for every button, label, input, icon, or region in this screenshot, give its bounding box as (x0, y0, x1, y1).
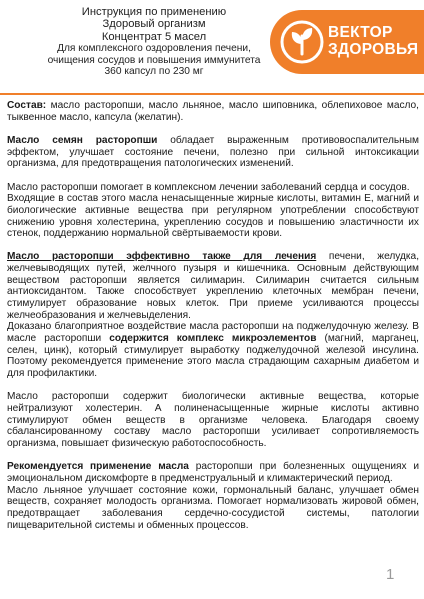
section-label: Масло семян расторопши (7, 134, 158, 146)
subtitle-line: Для комплексного оздоровления печени, (57, 43, 251, 55)
fatty-acids-paragraph (7, 193, 419, 240)
section-label: Рекомендуется применение масла (7, 461, 189, 473)
page-header (0, 0, 424, 92)
instruction-body (7, 100, 419, 543)
page-number: 1 (386, 566, 395, 583)
document-title-block (8, 6, 300, 78)
paragraph-text: обладает выраженным противовоспалительным эффектом, улучшает состояние печени, полезно при сильной интоксикации организма, для предотвращения патологических изменений. (7, 134, 419, 170)
recommended-paragraph (7, 461, 419, 484)
linseed-paragraph (7, 485, 419, 532)
paragraph-text: (магний, марганец, селен, цинк), который стимулирует выработку поджелудочной железой инсулина. Поэтому рекомендуется применение этого масла страдающим сахарным диабетом и для профилактики. (7, 333, 419, 380)
header-divider (0, 93, 424, 95)
title-line: Концентрат 5 масел (101, 30, 207, 43)
biological-paragraph (7, 391, 419, 449)
composition-paragraph (7, 100, 419, 123)
pancreas-paragraph (7, 321, 419, 379)
underlined-label: Масло расторопши эффективно также для лечения (7, 251, 317, 263)
brand-name (328, 24, 418, 58)
brand-name-line: ЗДОРОВЬЯ (328, 41, 419, 58)
section-label: Состав: (7, 100, 47, 111)
brand-name-line: ВЕКТОР (328, 24, 393, 41)
paragraph-text: масло расторопши, масло льняное, масло шиповника, облепиховое масло, тыквенное масло, капсула (желатин). (7, 100, 419, 123)
title-line: Инструкция по применению (81, 6, 227, 18)
paragraph-text: расторопши при болезненных ощущениях и эмоциональном дискомфорте в предменструальный и климактерический период. (7, 461, 419, 484)
paragraph-text: Масло расторопши помогает в комплексном лечении заболеваний сердца и сосудов. (7, 181, 410, 193)
heart-vessels-paragraph (7, 182, 419, 194)
title-line: Здоровый организм (102, 18, 206, 31)
effective-treatment-paragraph (7, 251, 419, 321)
brand-logo (270, 10, 424, 74)
leaf-drop-logo-icon (280, 20, 324, 64)
milk-thistle-paragraph (7, 135, 419, 170)
paragraph-text: печени, желудка, желчевыводящих путей, желчного пузыря и кишечника. Основным действующим веществом расторопши является силимарин. Силимарин считается сильным антиоксидантом. Также способствует укреплению клеточных мембран печени, стимулирует образование новых клеток. При приеме усиливаются процессы желчеобразования и желчевыделения. (7, 251, 420, 321)
paragraph-text: Входящие в состав этого масла ненасыщенные жирные кислоты, витамин Е, магний и биологические активные вещества при регулярном употреблении способствуют снижению уровня холестерина, укреплению сосудов и повышению эластичности их стенок, поддержанию нормальной свёртываемости крови. (7, 193, 419, 240)
paragraph-text: Доказано благоприятное воздействие масла расторопши на поджелудочную железу. В масле расторопши (7, 321, 419, 345)
section-label (7, 251, 316, 262)
paragraph-text: Масло расторопши содержит биологически активные вещества, которые нейтрализуют холестерин. А полиненасыщенные жирные кислоты активно стимулируют обмен веществ в организме человека. Благодаря своему сбалансированному составу масло расторопши усиливает сопротивляемость организма, повышает физическую работоспособность. (7, 391, 419, 449)
section-label: содержится комплекс микроэлементов (109, 333, 317, 345)
subtitle-line: очищения сосудов и повышения иммунитета (47, 54, 261, 66)
paragraph-text: Масло льняное улучшает состояние кожи, гормональный баланс, улучшает обмен веществ, сохраняет молодость организма. Помогает нормализовать жировой обмен, предотвращает заболевания сердечно-сосудистой системы, патологии пищеварительной системы и обменных процессов. (7, 484, 419, 531)
subtitle-line: 360 капсул по 230 мг (104, 66, 204, 78)
